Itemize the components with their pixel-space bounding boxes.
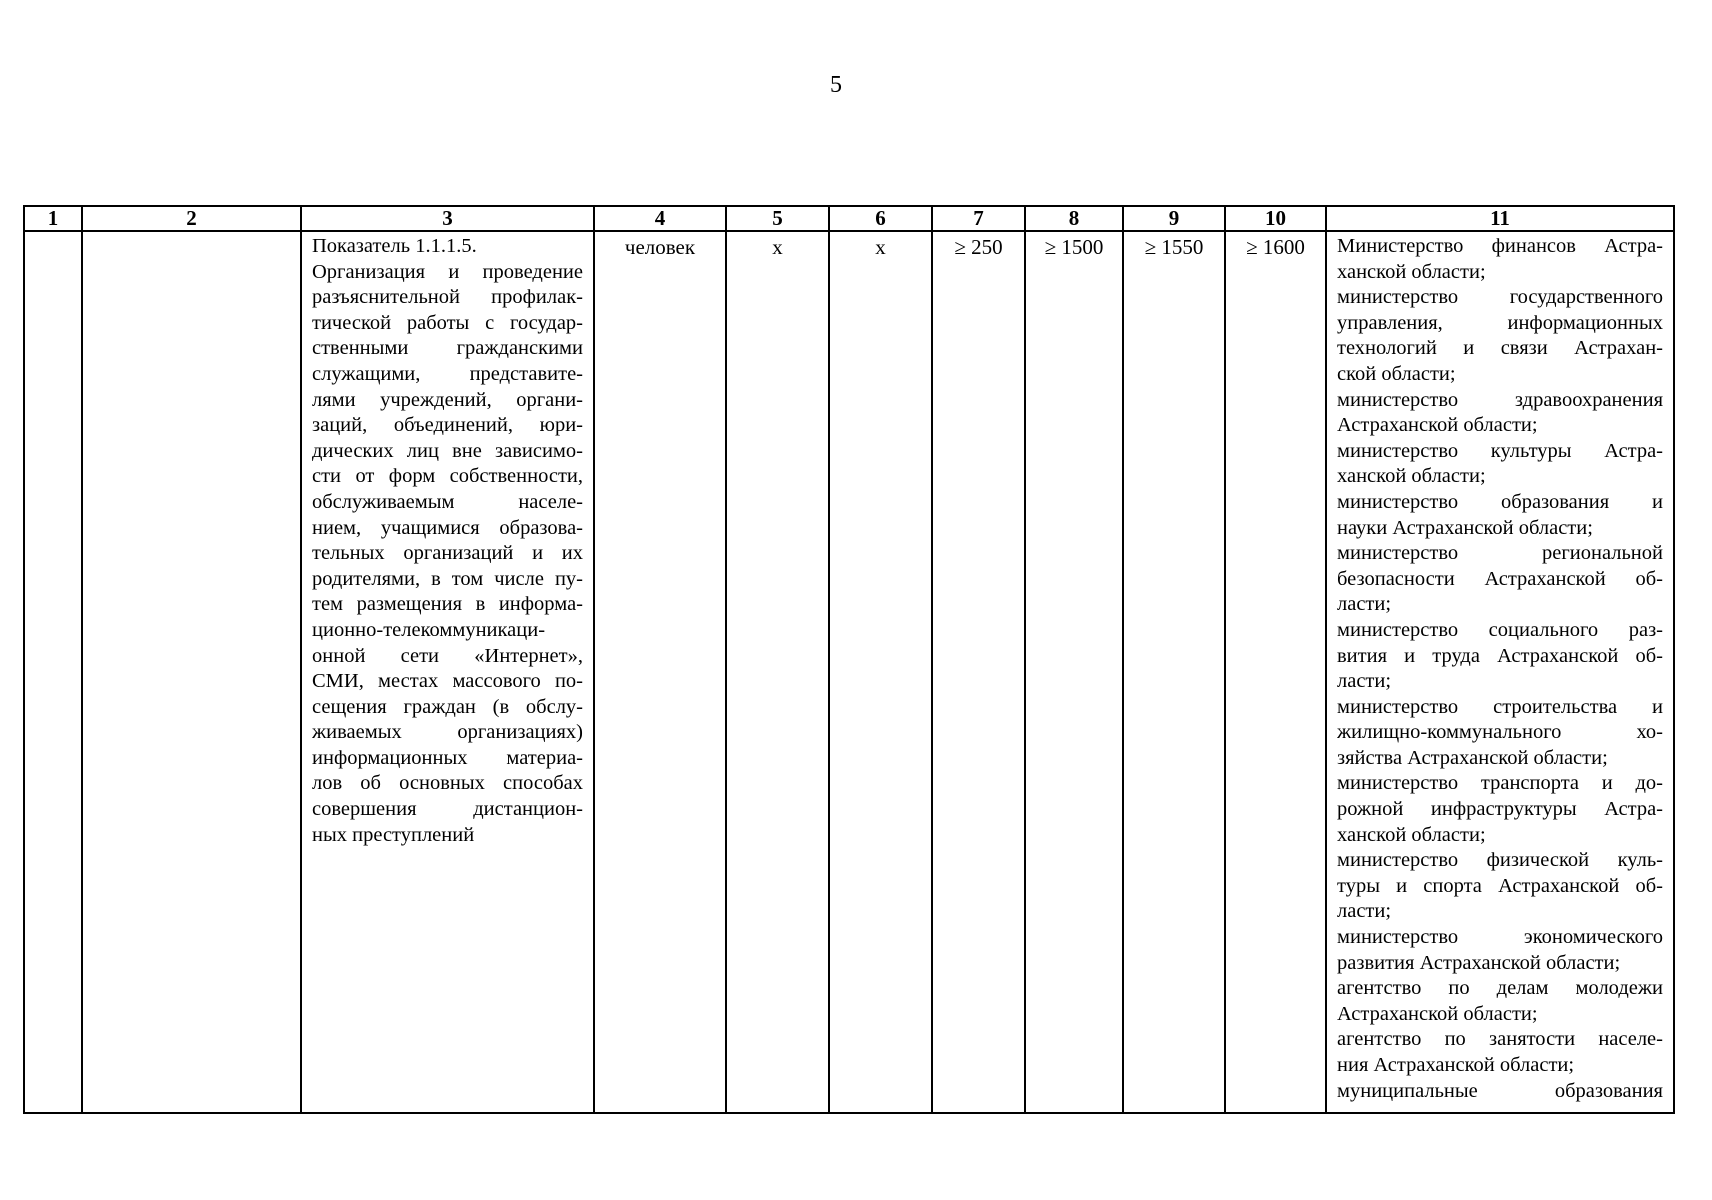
text-line: муниципальные образования: [1337, 1079, 1663, 1102]
page-number: 5: [830, 72, 842, 98]
text-line: министерство здравоохранения: [1337, 388, 1663, 411]
indicator-description-text: [312, 234, 583, 848]
header-cell: 1: [24, 206, 82, 231]
text-line: тельных организаций и их: [312, 542, 583, 565]
text-line: управления, информационных: [1337, 311, 1663, 334]
text-line: рожной инфраструктуры Астра-: [1337, 798, 1663, 821]
text-line: нием, учащимися образова-: [312, 516, 583, 539]
header-cell: 4: [594, 206, 726, 231]
text-line: министерство образования и: [1337, 490, 1663, 513]
value-cell-5: x: [726, 231, 829, 1113]
text-line: развития Астраханской области;: [1337, 951, 1621, 974]
text-line: дических лиц вне зависимо-: [312, 439, 583, 462]
text-line: министерство транспорта и до-: [1337, 772, 1663, 795]
header-cell: 8: [1025, 206, 1123, 231]
text-line: технологий и связи Астрахан-: [1337, 337, 1663, 360]
value-cell-9: ≥ 1550: [1123, 231, 1225, 1113]
value-cell-7: ≥ 250: [932, 231, 1025, 1113]
text-line: Астраханской области;: [1337, 414, 1538, 437]
text-line: заций, объединений, юри-: [312, 414, 583, 437]
indicator-description-cell: [301, 231, 594, 1113]
header-cell: 2: [82, 206, 301, 231]
header-cell: 5: [726, 206, 829, 231]
responsible-executors-text: [1337, 234, 1663, 1104]
text-line: ханской области;: [1337, 823, 1486, 846]
text-line: ственными гражданскими: [312, 337, 583, 360]
value-cell-10: ≥ 1600: [1225, 231, 1326, 1113]
header-cell: 11: [1326, 206, 1674, 231]
text-line: живаемых организациях): [312, 721, 583, 744]
header-cell: 9: [1123, 206, 1225, 231]
text-line: сти от форм собственности,: [312, 465, 583, 488]
header-cell: 10: [1225, 206, 1326, 231]
text-line: министерство культуры Астра-: [1337, 439, 1663, 462]
text-line: ния Астраханской области;: [1337, 1054, 1575, 1076]
text-line: служащими, представите-: [312, 362, 583, 385]
text-line: министерство экономического: [1337, 926, 1663, 949]
text-line: ных преступлений: [312, 823, 475, 846]
value-cell-6: x: [829, 231, 932, 1113]
text-line: ласти;: [1337, 900, 1392, 923]
text-line: обслуживаемым населе-: [312, 490, 583, 513]
text-line: родителями, в том числе пу-: [312, 567, 583, 590]
text-line: сещения граждан (в обслу-: [312, 695, 583, 718]
text-line: науки Астраханской области;: [1337, 516, 1593, 539]
row-number-cell: [24, 231, 82, 1113]
text-line: туры и спорта Астраханской об-: [1337, 874, 1663, 897]
text-line: министерство социального раз-: [1337, 618, 1663, 641]
text-line: министерство государственного: [1337, 286, 1663, 309]
text-line: агентство по занятости населе-: [1337, 1028, 1663, 1051]
text-line: лов об основных способах: [312, 772, 583, 795]
unit-cell: человек: [594, 231, 726, 1113]
measure-cell: [82, 231, 301, 1113]
text-line: министерство строительства и: [1337, 695, 1663, 718]
text-line: министерство региональной: [1337, 542, 1663, 565]
table-header-row: [24, 206, 1674, 231]
table-row: [24, 231, 1674, 1113]
responsible-executors-cell: [1326, 231, 1674, 1113]
text-line: безопасности Астраханской об-: [1337, 567, 1663, 590]
value-cell-8: ≥ 1500: [1025, 231, 1123, 1113]
text-line: совершения дистанцион-: [312, 798, 583, 821]
text-line: ханской области;: [1337, 260, 1486, 283]
text-line: ской области;: [1337, 362, 1456, 385]
text-line: ханской области;: [1337, 465, 1486, 488]
text-line: онной сети «Интернет»,: [312, 644, 583, 667]
header-cell: 7: [932, 206, 1025, 231]
indicator-table: [23, 205, 1675, 1114]
text-line: Астраханской области;: [1337, 1002, 1538, 1025]
text-line: вития и труда Астраханской об-: [1337, 644, 1663, 667]
text-line: Показатель 1.1.1.5.: [312, 235, 477, 257]
text-line: ласти;: [1337, 593, 1392, 616]
text-line: тической работы с государ-: [312, 311, 583, 334]
text-line: Организация и проведение: [312, 260, 583, 283]
text-line: разъяснительной профилак-: [312, 286, 583, 309]
text-line: Министерство финансов Астра-: [1337, 235, 1663, 257]
text-line: информационных материа-: [312, 746, 583, 769]
text-line: зяйства Астраханской области;: [1337, 746, 1608, 769]
text-line: жилищно-коммунального хо-: [1337, 721, 1663, 744]
text-line: лями учреждений, органи-: [312, 388, 583, 411]
text-line: ласти;: [1337, 670, 1392, 693]
text-line: министерство физической куль-: [1337, 849, 1663, 872]
header-cell: 6: [829, 206, 932, 231]
text-line: СМИ, местах массового по-: [312, 670, 583, 693]
text-line: тем размещения в информа-: [312, 593, 583, 616]
text-line: ционно-телекоммуникаци-: [312, 618, 546, 641]
header-cell: 3: [301, 206, 594, 231]
text-line: агентство по делам молодежи: [1337, 977, 1663, 1000]
